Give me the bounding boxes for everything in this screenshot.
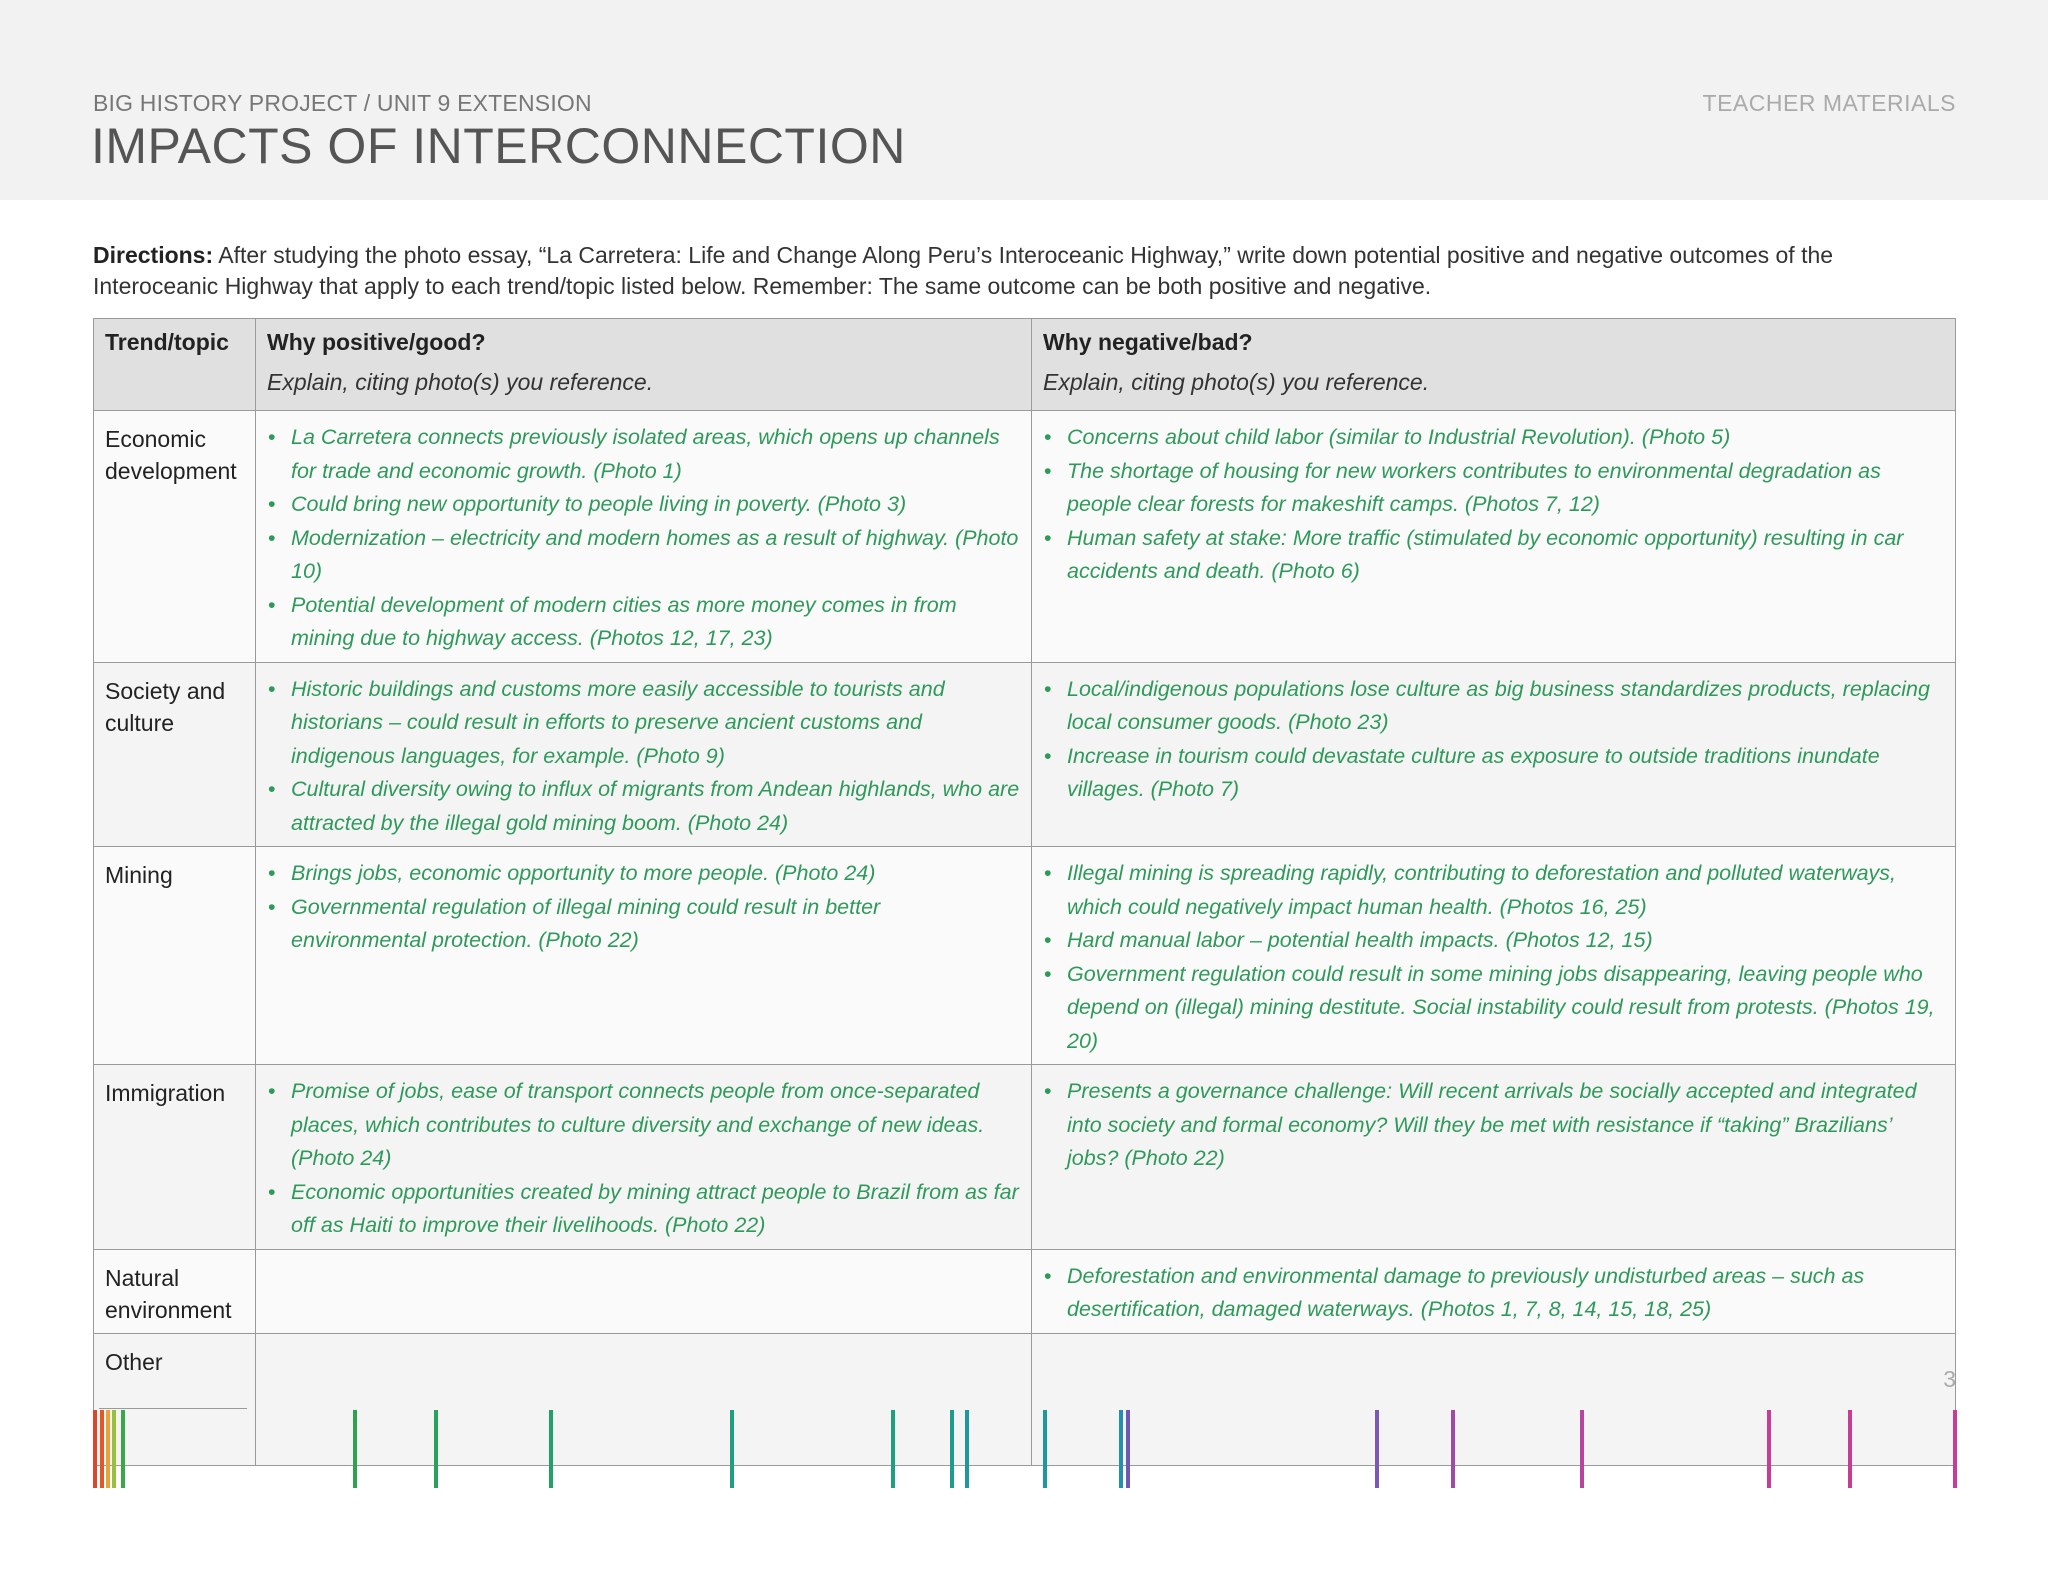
negative-outcomes-cell (1032, 1249, 1956, 1333)
positive-outcomes-cell (256, 1249, 1032, 1333)
topic-cell (94, 1249, 256, 1333)
negative-outcomes-list (1043, 1260, 1944, 1327)
timeline-bars (0, 1410, 2048, 1490)
timeline-bar (112, 1410, 116, 1488)
positive-outcomes-list (267, 857, 1020, 958)
audience-label: TEACHER MATERIALS (1702, 90, 1956, 116)
list-item: • La Carretera connects previously isolated areas, which opens up channels for trade and economic growth. (Photo 1) (291, 421, 1020, 488)
list-item: • Could bring new opportunity to people living in poverty. (Photo 3) (291, 488, 1020, 522)
outcomes-table (93, 318, 1956, 1466)
negative-outcomes-list (1043, 673, 1944, 807)
directions-label: Directions: (93, 242, 214, 268)
header-negative: Why negative/bad? Explain, citing photo(s) you reference. (1032, 319, 1956, 411)
timeline-bar (1767, 1410, 1771, 1488)
timeline-bar (93, 1410, 97, 1488)
topic-cell (94, 411, 256, 663)
timeline-bar (1580, 1410, 1584, 1488)
timeline-bar (353, 1410, 357, 1488)
negative-outcomes-cell (1032, 1065, 1956, 1250)
topic-label: Mining (105, 862, 173, 888)
timeline-bar (891, 1410, 895, 1488)
topic-cell (94, 662, 256, 847)
topic-label: Society and culture (105, 677, 226, 736)
timeline-bar (1043, 1410, 1047, 1488)
timeline-bar (1119, 1410, 1123, 1488)
negative-outcomes-list (1043, 421, 1944, 589)
timeline-bar (549, 1410, 553, 1488)
topic-cell (94, 1065, 256, 1250)
table-row (94, 662, 1956, 847)
list-item: • The shortage of housing for new workers contributes to environmental degradation as people clear forests for makeshift camps. (Photos 7, 12) (1067, 455, 1944, 522)
write-in-line[interactable] (99, 1408, 247, 1409)
list-item: • Promise of jobs, ease of transport connects people from once-separated places, which contributes to culture diversity and exchange of new ideas. (Photo 24) (291, 1075, 1020, 1176)
timeline-bar (121, 1410, 125, 1488)
table-row (94, 1249, 1956, 1333)
page-number: 3 (1943, 1366, 1956, 1392)
list-item: • Modernization – electricity and modern homes as a result of highway. (Photo 10) (291, 522, 1020, 589)
list-item: • Government regulation could result in some mining jobs disappearing, leaving people who depend on (illegal) mining destitute. Social instability could result from protests. (Photos 19, 20) (1067, 958, 1944, 1059)
list-item: • Increase in tourism could devastate culture as exposure to outside traditions inundate villages. (Photo 7) (1067, 740, 1944, 807)
list-item: • Local/indigenous populations lose culture as big business standardizes products, replacing local consumer goods. (Photo 23) (1067, 673, 1944, 740)
positive-outcomes-list (267, 1075, 1020, 1243)
list-item: • Governmental regulation of illegal mining could result in better environmental protection. (Photo 22) (291, 891, 1020, 958)
header-band (0, 0, 2048, 200)
timeline-bar (1126, 1410, 1130, 1488)
list-item: • Historic buildings and customs more easily accessible to tourists and historians – could result in efforts to preserve ancient customs and indigenous languages, for example. (Photo 9) (291, 673, 1020, 774)
negative-outcomes-list (1043, 1075, 1944, 1176)
timeline-bar (434, 1410, 438, 1488)
directions-text: After studying the photo essay, “La Carretera: Life and Change Along Peru’s Interoceanic Highway,” write down potential positive and negative outcomes of the Interoceanic Highway that apply to each trend/topic listed below. Remember: The same outcome can be both positive and negative. (93, 242, 1834, 299)
negative-outcomes-cell (1032, 662, 1956, 847)
list-item: • Human safety at stake: More traffic (stimulated by economic opportunity) resulting in car accidents and death. (Photo 6) (1067, 522, 1944, 589)
positive-outcomes-list (267, 673, 1020, 841)
list-item: • Economic opportunities created by mining attract people to Brazil from as far off as Haiti to improve their livelihoods. (Photo 22) (291, 1176, 1020, 1243)
list-item: • Hard manual labor – potential health impacts. (Photos 12, 15) (1067, 924, 1944, 958)
project-kicker: BIG HISTORY PROJECT / UNIT 9 EXTENSION (93, 90, 592, 116)
directions (93, 240, 1953, 302)
timeline-bar (1953, 1410, 1957, 1488)
list-item: • Potential development of modern cities as more money comes in from mining due to highway access. (Photos 12, 17, 23) (291, 589, 1020, 656)
list-item: • Deforestation and environmental damage to previously undisturbed areas – such as desertification, damaged waterways. (Photos 1, 7, 8, 14, 15, 18, 25) (1067, 1260, 1944, 1327)
timeline-bar (950, 1410, 954, 1488)
topic-cell (94, 847, 256, 1065)
header-topic: Trend/topic (94, 319, 256, 411)
list-item: • Illegal mining is spreading rapidly, contributing to deforestation and polluted waterways, which could negatively impact human health. (Photos 16, 25) (1067, 857, 1944, 924)
timeline-bar (965, 1410, 969, 1488)
table-row (94, 1065, 1956, 1250)
table-header-row (94, 319, 1956, 411)
positive-outcomes-cell (256, 1065, 1032, 1250)
topic-label: Economic development (105, 426, 237, 484)
positive-outcomes-cell (256, 411, 1032, 663)
header-positive: Why positive/good? Explain, citing photo(s) you reference. (256, 319, 1032, 411)
topic-label: Natural environment (105, 1264, 232, 1323)
topic-label: Other (105, 1348, 163, 1375)
timeline-bar (106, 1410, 110, 1488)
table-row (94, 847, 1956, 1065)
list-item: • Presents a governance challenge: Will recent arrivals be socially accepted and integrated into society and formal economy? Will they be met with resistance if “taking” Brazilians’ jobs? (Photo 22) (1067, 1075, 1944, 1176)
page-title: IMPACTS OF INTERCONNECTION (91, 118, 906, 174)
negative-outcomes-list (1043, 857, 1944, 1058)
negative-outcomes-cell (1032, 847, 1956, 1065)
timeline-bar (100, 1410, 104, 1488)
timeline-bar (1451, 1410, 1455, 1488)
positive-outcomes-list (267, 421, 1020, 656)
timeline-bar (1848, 1410, 1852, 1488)
timeline-bar (1375, 1410, 1379, 1488)
table-row (94, 411, 1956, 663)
positive-outcomes-cell (256, 847, 1032, 1065)
list-item: • Concerns about child labor (similar to Industrial Revolution). (Photo 5) (1067, 421, 1944, 455)
negative-outcomes-cell (1032, 411, 1956, 663)
list-item: • Brings jobs, economic opportunity to more people. (Photo 24) (291, 857, 1020, 891)
timeline-bar (730, 1410, 734, 1488)
positive-outcomes-cell (256, 662, 1032, 847)
topic-label: Immigration (105, 1080, 226, 1106)
list-item: • Cultural diversity owing to influx of migrants from Andean highlands, who are attracted by the illegal gold mining boom. (Photo 24) (291, 773, 1020, 840)
